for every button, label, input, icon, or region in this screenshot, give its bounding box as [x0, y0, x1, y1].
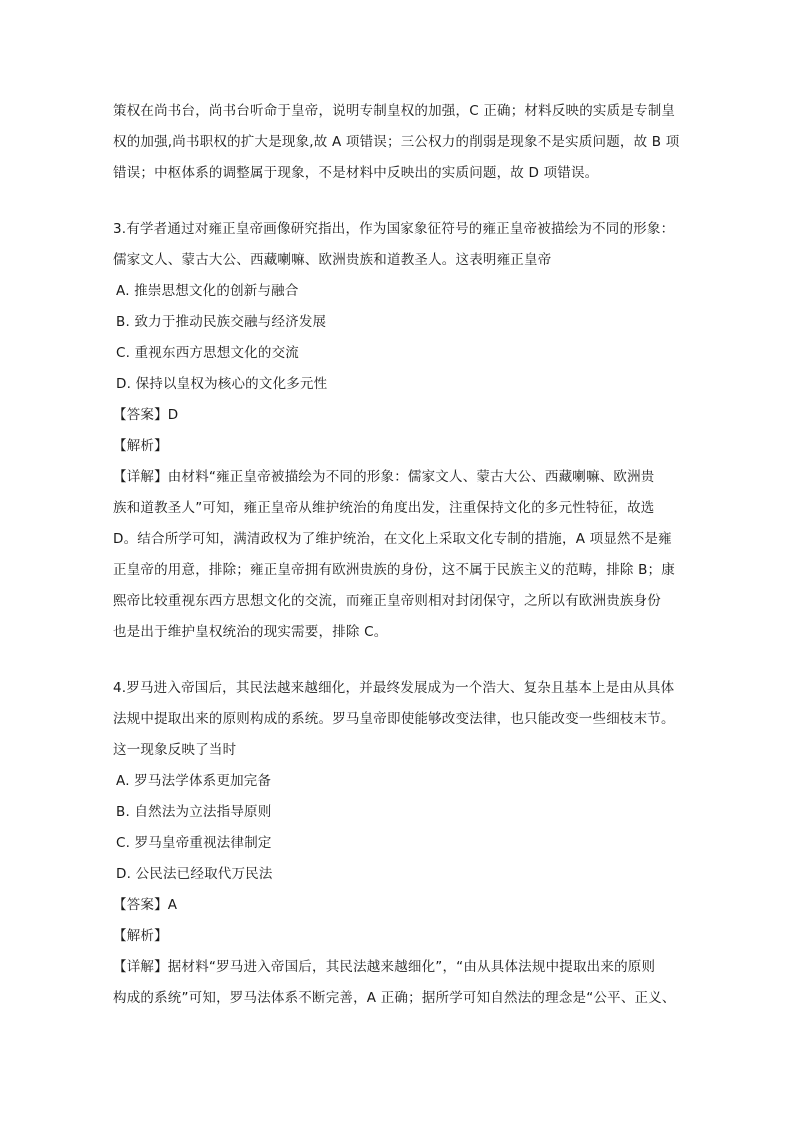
detail-line: 族和道教圣人”可知，雍正皇帝从维护统治的角度出发，注重保持文化的多元性特征，故选 — [113, 500, 655, 516]
text-line: 策权在尚书台，尚书台听命于皇帝，说明专制皇权的加强，C 正确；材料反映的实质是专制皇 — [113, 103, 676, 119]
option-b: B. 致力于推动民族交融与经济发展 — [116, 314, 327, 330]
text-line: 错误；中枢体系的调整属于现象，不是材料中反映出的实质问题，故 D 项错误。 — [113, 165, 599, 181]
detail-line: 正皇帝的用意，排除；雍正皇帝拥有欧洲贵族的身份，这不属于民族主义的范畴，排除 B；康 — [113, 562, 675, 578]
option-a: A. 罗马法学体系更加完备 — [116, 773, 272, 789]
question-stem-line: 4.罗马进入帝国后，其民法越来越细化，并最终发展成为一个浩大、复杂且基本上是由从具体 — [113, 680, 675, 696]
spacer — [113, 648, 685, 673]
option-c: C. 重视东西方思想文化的交流 — [116, 345, 300, 361]
detail-line: 构成的系统”可知，罗马法体系不断完善，A 正确；据所学可知自然法的理念是“公平、正义、 — [113, 990, 676, 1006]
page-content — [113, 96, 685, 1014]
question-stem-line: 法规中提取出来的原则构成的系统。罗马皇帝即使能够改变法律，也只能改变一些细枝末节。 — [113, 711, 675, 727]
detail-line: D。结合所学可知，满清政权为了维护统治，在文化上采取文化专制的措施，A 项显然不是雍 — [113, 531, 672, 547]
option-c: C. 罗马皇帝重视法律制定 — [116, 835, 272, 851]
spacer — [113, 189, 685, 214]
detail-line: 也是出于维护皇权统治的现实需要，排除 C。 — [113, 624, 388, 640]
question-stem-line: 3.有学者通过对雍正皇帝画像研究指出，作为国家象征符号的雍正皇帝被描绘为不同的形象： — [113, 221, 675, 237]
question-stem-line: 儒家文人、蒙古大公、西藏喇嘛、欧洲贵族和道教圣人。这表明雍正皇帝 — [113, 252, 552, 268]
text-line: 权的加强,尚书职权的扩大是现象,故 A 项错误；三公权力的削弱是现象不是实质问题，故 B 项 — [113, 134, 680, 150]
option-a: A. 推崇思想文化的创新与融合 — [116, 283, 299, 299]
analysis-label: 【解析】 — [113, 928, 168, 944]
question-stem-line: 这一现象反映了当时 — [113, 742, 237, 758]
detail-line: 【详解】据材料“罗马进入帝国后，其民法越来越细化”，“由从具体法规中提取出来的原则 — [113, 959, 656, 975]
detail-line: 熙帝比较重视东西方思想文化的交流，而雍正皇帝则相对封闭保守，之所以有欧洲贵族身份 — [113, 593, 661, 609]
analysis-label: 【解析】 — [113, 438, 168, 454]
answer-label: 【答案】A — [113, 897, 178, 913]
option-d: D. 保持以皇权为核心的文化多元性 — [116, 376, 328, 392]
option-b: B. 自然法为立法指导原则 — [116, 804, 272, 820]
previous-explanation — [113, 96, 685, 189]
option-d: D. 公民法已经取代万民法 — [116, 866, 273, 882]
question-3 — [113, 214, 685, 648]
detail-line: 【详解】由材料“雍正皇帝被描绘为不同的形象：儒家文人、蒙古大公、西藏喇嘛、欧洲贵 — [113, 469, 655, 485]
answer-label: 【答案】D — [113, 407, 179, 423]
question-4 — [113, 673, 685, 1014]
